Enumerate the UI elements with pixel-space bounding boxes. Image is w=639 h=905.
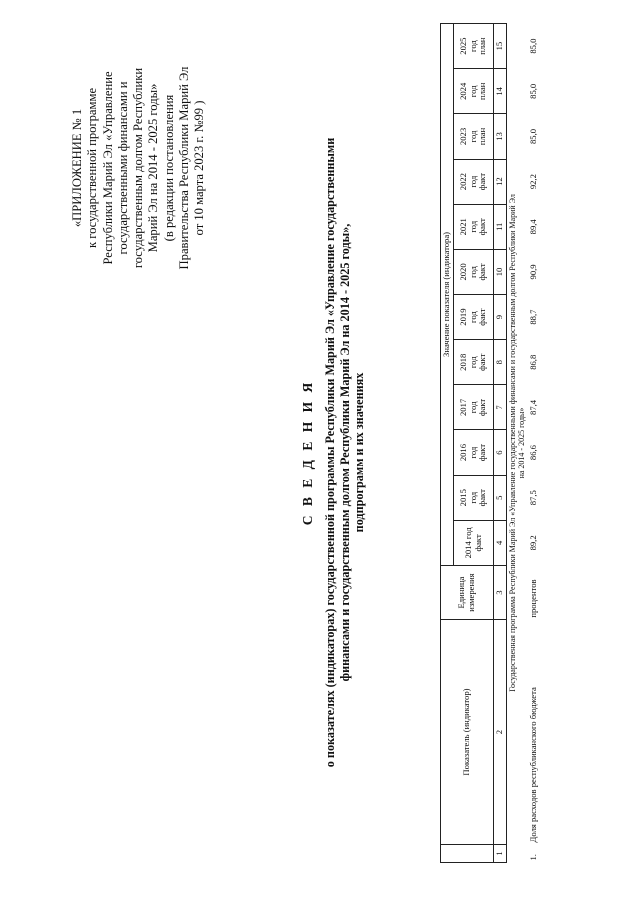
- header-year: 2020 год факт: [454, 249, 494, 294]
- header-values-group: Значение показателя (индикатора): [441, 24, 454, 566]
- header-year: 2025 год план: [454, 24, 494, 69]
- column-number: 7: [494, 385, 507, 430]
- row-value: 88,7: [527, 309, 538, 325]
- row-value: 92,2: [527, 174, 538, 190]
- column-number: 14: [494, 69, 507, 114]
- row-value: 86,6: [527, 445, 538, 461]
- header-year: 2018 год факт: [454, 340, 494, 385]
- header-year: 2014 год факт: [454, 520, 494, 565]
- row-value: 85,0: [527, 38, 538, 54]
- appendix-line: Марий Эл на 2014 - 2025 годы»: [146, 83, 161, 253]
- subtitle-line: о показателях (индикаторах) государственной программы Республики Марий Эл «Управление государственными: [323, 137, 337, 768]
- table-row: [528, 24, 540, 863]
- document-subtitle: [323, 0, 367, 905]
- column-number: 11: [494, 204, 507, 249]
- subtitle-line: финансами и государственным долгом Республики Марий Эл на 2014 - 2025 годы»,: [337, 223, 352, 682]
- column-number: 10: [494, 249, 507, 294]
- column-number: 2: [494, 620, 507, 845]
- row-value: 90,9: [527, 264, 538, 280]
- appendix-line: Правительства Республики Марий Эл: [177, 66, 192, 270]
- header-year: 2023 год план: [454, 114, 494, 159]
- column-number: 6: [494, 430, 507, 475]
- column-number: 15: [494, 24, 507, 69]
- row-value: 87,4: [527, 399, 538, 415]
- appendix-line: к государственной программе: [85, 87, 100, 249]
- row-value: 86,8: [527, 354, 538, 370]
- indicators-table: [440, 23, 539, 863]
- header-year: 2016 год факт: [454, 430, 494, 475]
- row-value: 85,0: [527, 128, 538, 144]
- row-value: 85,0: [527, 83, 538, 99]
- appendix-line: (в редакции постановления: [161, 94, 176, 242]
- column-number: 3: [494, 565, 507, 619]
- program-heading: Государственная программа Республики Марий Эл «Управление государственными финансами и государственным долгом Республики Марий Эл на 2014 - 2025 годы»: [507, 194, 527, 692]
- appendix-line: от 10 марта 2023 г. №99 ): [192, 100, 207, 236]
- appendix-line: государственным долгом Республики: [131, 67, 146, 269]
- row-number: 1.: [527, 854, 538, 861]
- appendix-line: «ПРИЛОЖЕНИЕ № 1: [70, 108, 84, 228]
- column-number: 4: [494, 520, 507, 565]
- header-year: 2021 год факт: [454, 204, 494, 249]
- column-number: 9: [494, 295, 507, 340]
- header-year: 2015 год факт: [454, 475, 494, 520]
- row-value: 87,5: [527, 490, 538, 506]
- row-value: 89,4: [527, 219, 538, 235]
- appendix-line: государственными финансами и: [115, 81, 130, 255]
- header-unit: Единица измерения: [441, 565, 494, 619]
- header-year: 2022 год факт: [454, 159, 494, 204]
- row-value: 89,2: [527, 535, 538, 551]
- column-number: 12: [494, 159, 507, 204]
- column-number: 13: [494, 114, 507, 159]
- row-indicator: Доля расходов республиканского бюджета: [527, 687, 538, 843]
- column-number: 5: [494, 475, 507, 520]
- document-title: С В Е Д Е Н И Я: [300, 379, 315, 526]
- header-year: 2024 год план: [454, 69, 494, 114]
- row-unit: процентов: [527, 579, 538, 618]
- appendix-block: [70, 53, 208, 283]
- header-year: 2017 год факт: [454, 385, 494, 430]
- column-number: 8: [494, 340, 507, 385]
- header-indicator: Показатель (индикатор): [441, 620, 494, 845]
- subtitle-line: подпрограмм и их значениях: [352, 372, 366, 533]
- header-year: 2019 год факт: [454, 295, 494, 340]
- appendix-line: Республики Марий Эл «Управление: [100, 71, 115, 265]
- column-number: 1: [494, 844, 507, 862]
- header-num: [441, 844, 494, 862]
